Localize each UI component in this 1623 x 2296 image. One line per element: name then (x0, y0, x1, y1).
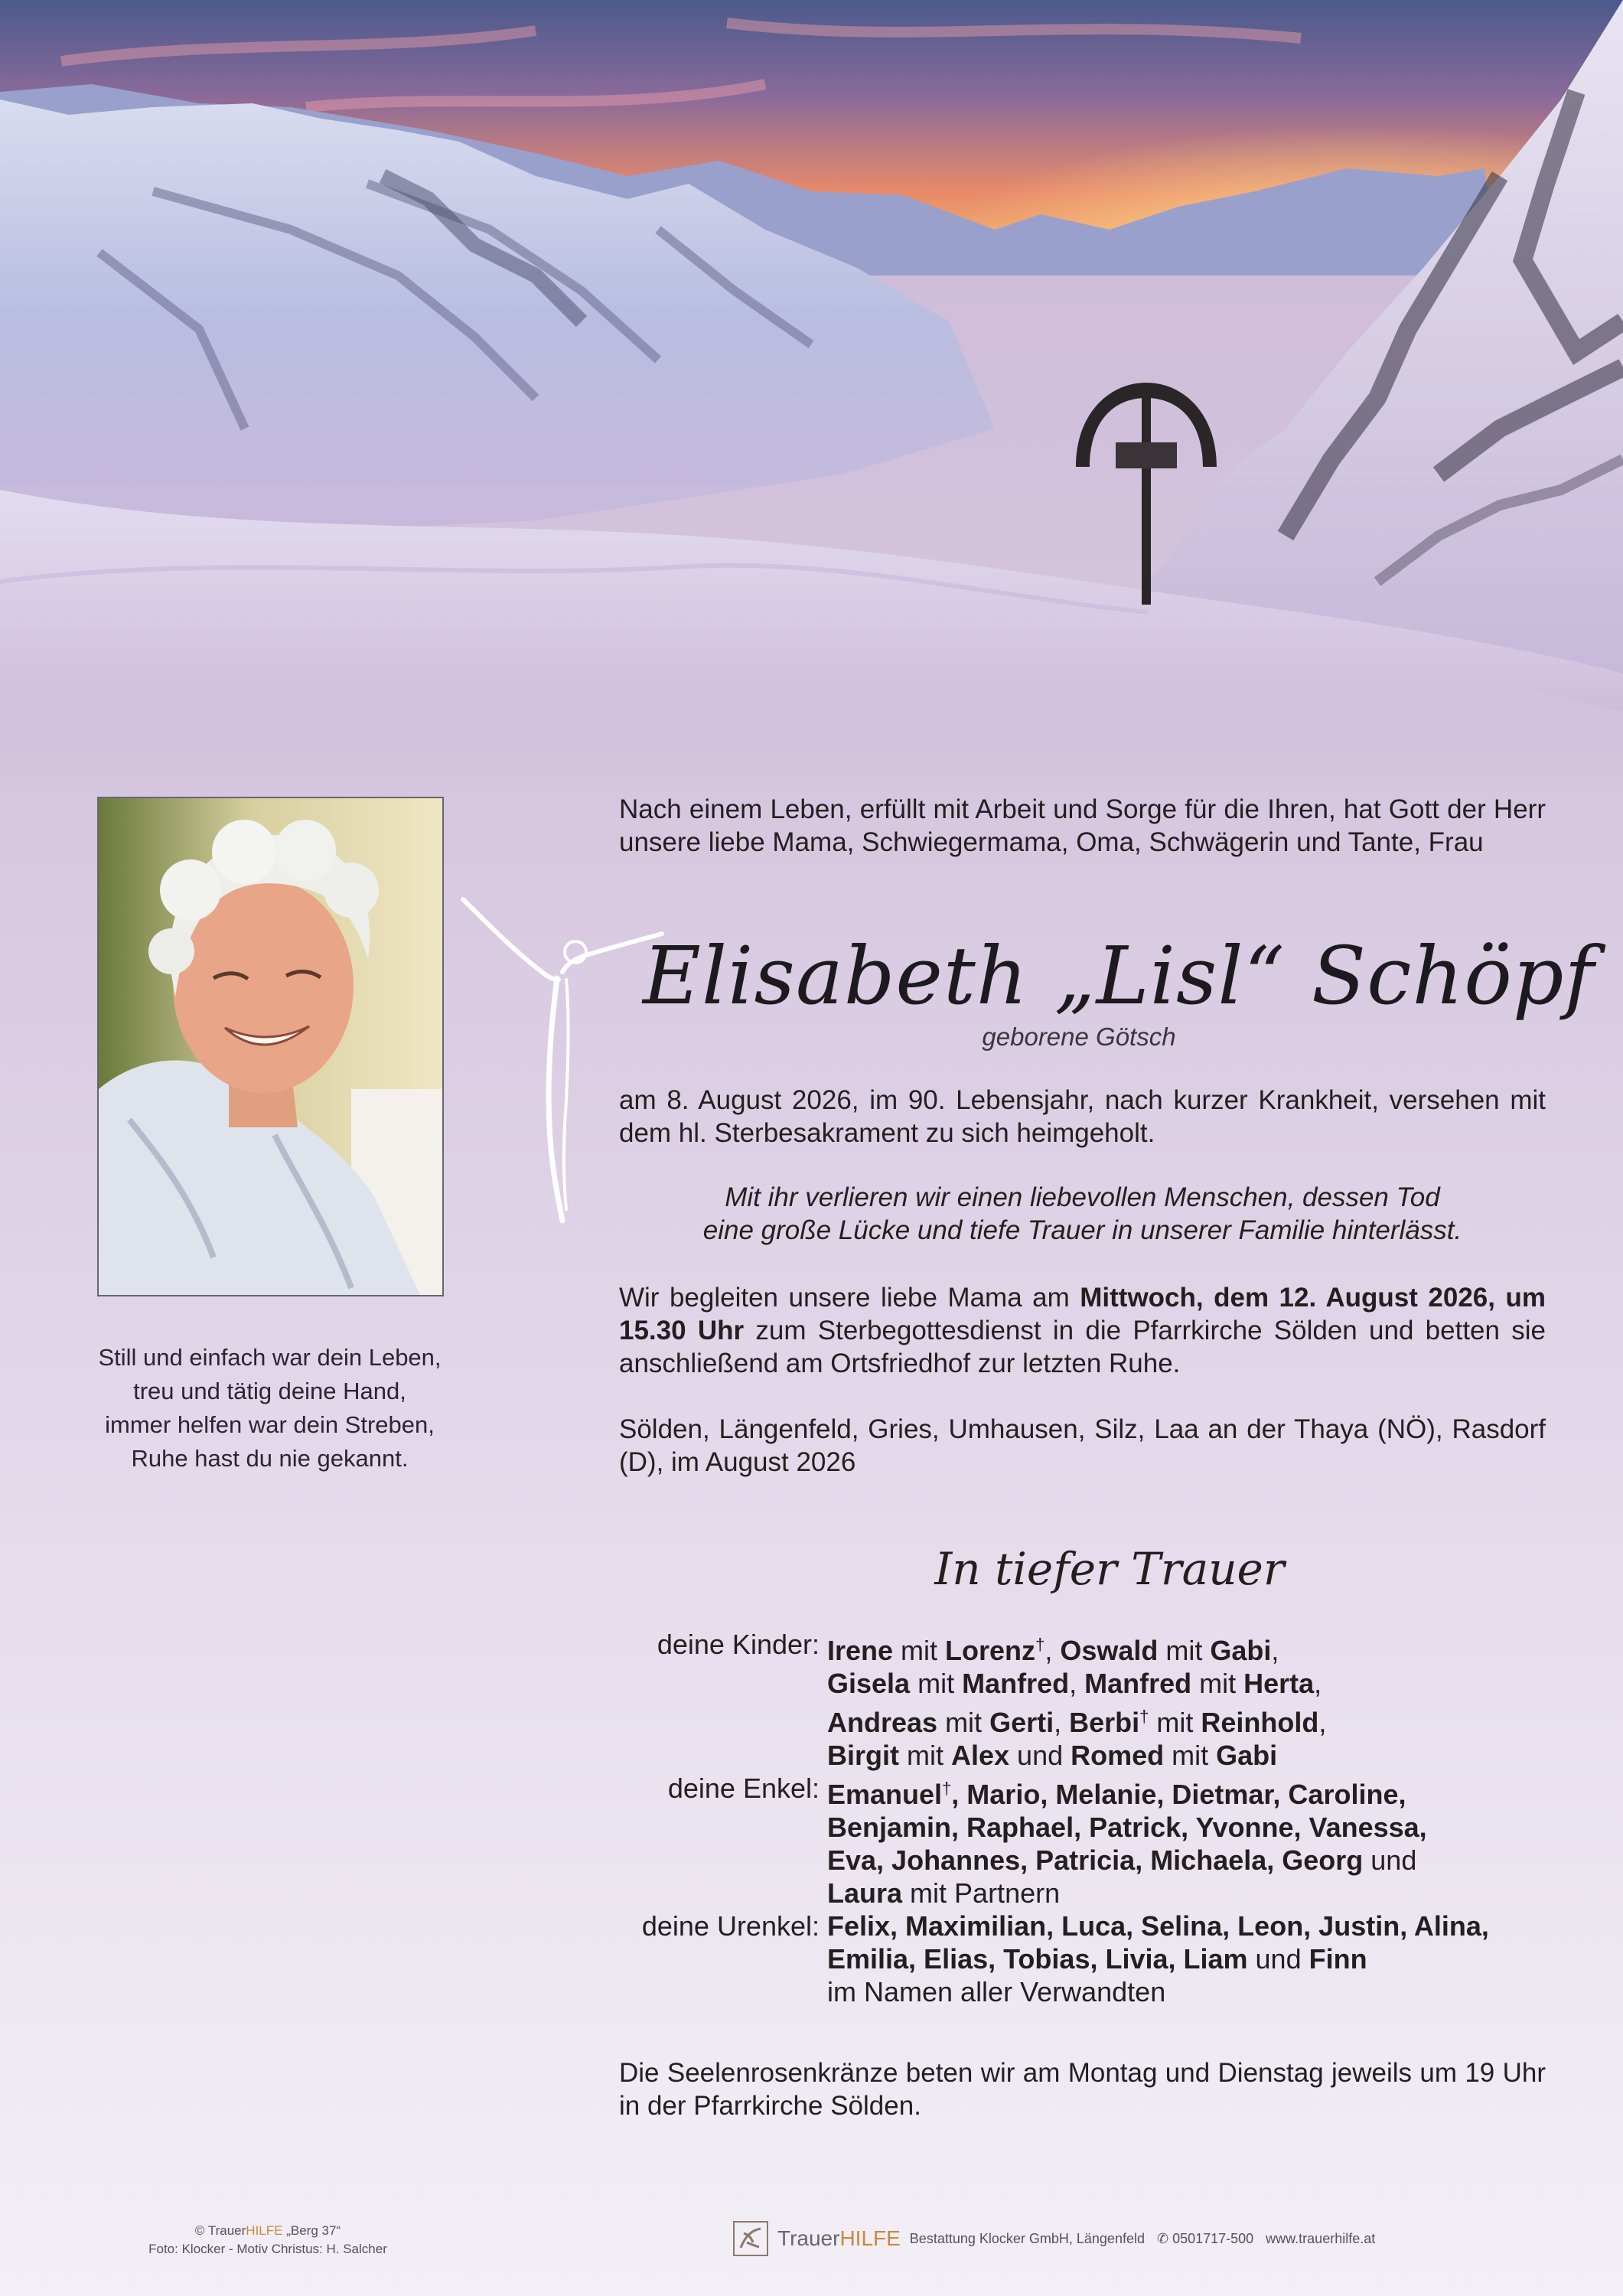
family-line: Andreas mit Gerti, Berbi† mit Reinhold, (827, 1707, 1327, 1738)
photo-credits (115, 2222, 421, 2258)
family-line: Benjamin, Raphael, Patrick, Yvonne, Vanessa, (827, 1812, 1427, 1843)
family-line: Emanuel†, Mario, Melanie, Dietmar, Caroline, (827, 1779, 1406, 1810)
christus-figure-icon (459, 895, 666, 1225)
deceased-name: Elisabeth „Lisl“ Schöpf (643, 929, 1595, 1022)
footer-company: Bestattung Klocker GmbH, Längenfeld (909, 2230, 1145, 2246)
poem-line: treu und tätig deine Hand, (133, 1378, 406, 1404)
children-names (827, 1628, 1326, 1772)
intro-text: Nach einem Leben, erfüllt mit Arbeit und Sorge für die Ihren, hat Gott der Herr unsere liebe Mama, Schwiegermama, Oma, Schwägerin und Tante, Frau (619, 794, 1546, 857)
greatgrandchildren-group (619, 1910, 1549, 2008)
portrait-photo (97, 797, 444, 1296)
memorial-quote (619, 1181, 1546, 1247)
funeral-date: Mittwoch, dem 12. August 2026, um 15.30 Uhr (619, 1283, 1546, 1345)
family-line: Gisela mit Manfred, Manfred mit Herta, (827, 1668, 1322, 1699)
children-group (619, 1628, 1549, 1772)
trauerhilfe-logo-icon (733, 2221, 768, 2256)
greatgrandchildren-names (827, 1910, 1489, 2008)
credits-line: © TrauerHILFE „Berg 37“ (194, 2223, 341, 2238)
credits-line: Foto: Klocker - Motiv Christus: H. Salcher (148, 2242, 387, 2256)
maiden-name: geborene Götsch (982, 1022, 1176, 1051)
family-line: Eva, Johannes, Patricia, Michaela, Georg und (827, 1844, 1417, 1876)
death-notice: am 8. August 2026, im 90. Lebensjahr, nach kurzer Krankheit, versehen mit dem hl. Sterbesakrament zu sich heimgeholt. (619, 1085, 1546, 1148)
places-and-date: Sölden, Längenfeld, Gries, Umhausen, Silz, Laa an der Thaya (NÖ), Rasdorf (D), im August 2026 (619, 1414, 1546, 1477)
footer (733, 2219, 1375, 2258)
poem-line: immer helfen war dein Streben, (105, 1411, 435, 1438)
quote-line: Mit ihr verlieren wir einen liebevollen Menschen, dessen Tod (725, 1182, 1440, 1212)
grandchildren-group (619, 1772, 1549, 1910)
memorial-poem (46, 1341, 494, 1476)
grandchildren-names (827, 1772, 1427, 1910)
footer-phone: ✆ 0501717-500 (1156, 2230, 1254, 2246)
funeral-intro: Wir begleiten unsere liebe Mama am (619, 1283, 1080, 1313)
footer-brand: TrauerHILFE (777, 2226, 901, 2250)
mourning-heading: In tiefer Trauer (934, 1543, 1285, 1595)
footer-website[interactable]: www.trauerhilfe.at (1266, 2230, 1376, 2246)
family-line: Laura mit Partnern (827, 1877, 1061, 1909)
family-line: Birgit mit Alex und Romed mit Gabi (827, 1740, 1278, 1771)
family-list (619, 1628, 1549, 2008)
greatgrandchildren-label: deine Urenkel: (641, 1910, 820, 1942)
grandchildren-label: deine Enkel: (667, 1773, 820, 1804)
funeral-location: zum Sterbegottesdienst in die Pfarrkirche Sölden und betten sie anschließend am Ortsfriedhof zur letzten Ruhe. (619, 1316, 1546, 1378)
family-line: Felix, Maximilian, Luca, Selina, Leon, Justin, Alina, (827, 1910, 1489, 1942)
family-line: im Namen aller Verwandten (827, 1976, 1166, 2007)
funeral-details (619, 1281, 1546, 1380)
family-line: Irene mit Lorenz†, Oswald mit Gabi, (827, 1635, 1279, 1666)
poem-line: Ruhe hast du nie gekannt. (131, 1445, 409, 1472)
mountain-landscape-image (0, 0, 1623, 796)
poem-line: Still und einfach war dein Leben, (98, 1344, 442, 1371)
family-line: Emilia, Elias, Tobias, Livia, Liam und Finn (827, 1943, 1367, 1975)
rosary-notice: Die Seelenrosenkränze beten wir am Montag und Dienstag jeweils um 19 Uhr in der Pfarrkirche Sölden. (619, 2058, 1546, 2121)
children-label: deine Kinder: (657, 1629, 820, 1660)
quote-line: eine große Lücke und tiefe Trauer in unserer Familie hinterlässt. (702, 1215, 1462, 1245)
